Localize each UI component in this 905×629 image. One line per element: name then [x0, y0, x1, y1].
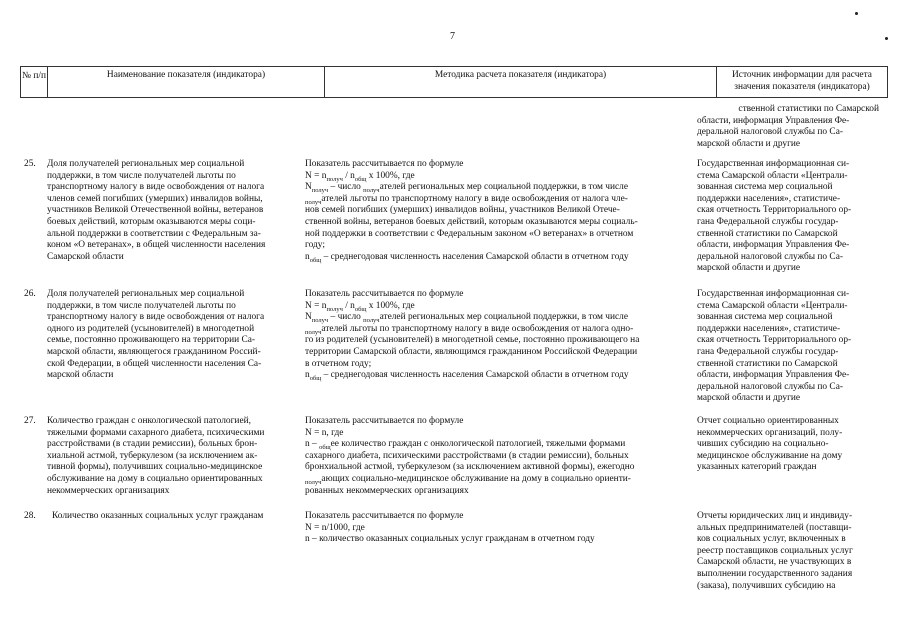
- row-name: Доля получателей региональных мер социальной поддержки, в том числе получателей льготы по транспортному налогу в виде освобождения от налога членов семей погибших (умерших) инвалидов войны, участников Великой Отечественной войны, ветеранов боевых действий, которым оказываются меры соци- альной поддержки в соответствии с Федеральным за- коном «О ветеранах», в общей численности населения Самарской области: [47, 159, 266, 262]
- header-num: № п/п: [21, 67, 48, 97]
- header-method: Методика расчета показателя (индикатора): [325, 67, 717, 97]
- header-source: Источник информации для расчета значения показателя (индикатора): [732, 70, 872, 92]
- row-method: Показатель рассчитывается по формуле $N = n_{получ} / n_{общ}$ x 100%, где $N_{получ}$ – число $_{получ}$ателей региональных мер социальной поддержки, в том числе $_{получ}$ателей льготы по транспортному налогу в виде освобождения от налога одно- го из родителей (усыновителей) в многодетной семье, постоянно проживающего на территории Самарской области, являющимся гражданином Российской Федерации в отчетном году; $n_{общ}$ – среднегодовая численность населения Самарской области в отчетном году: [305, 289, 640, 383]
- row-number: 28.: [24, 511, 36, 521]
- row-number: 25.: [24, 159, 36, 169]
- row-name: Количество граждан с онкологической патологией, тяжелыми формами сахарного диабета, психическими расстройствами (в стадии ремиссии), больных брон- хиальной астмой, туберкулезом (за исключением ак- тивной формы), получивших социально-медицинское обслуживание на дому в социально ориентированных некоммерческих организациях: [47, 416, 265, 496]
- table-header: [20, 66, 888, 98]
- scan-speck: [885, 37, 888, 40]
- row-name: Количество оказанных социальных услуг гражданам: [52, 511, 264, 521]
- scan-speck: [855, 12, 858, 15]
- row-source: Государственная информационная си- стема Самарской области «Централи- зованная система мер социальной поддержки населения», статистиче- ская отчетность Территориального ор- гана Федеральной службы государ- ственной статистики по Самарской области, информация Управления Фе- деральной налоговой службы по Са- марской области и другие: [697, 159, 852, 274]
- row-name: Доля получателей региональных мер социальной поддержки, в том числе получателей льготы по транспортному налогу в виде освобождения от налога одного из родителей (усыновителей) в многодетной семье, постоянно проживающего на территории Са- марской области, являющегося гражданином Россий- ской Федерации, в общей численности населения Са- марской области: [47, 289, 265, 381]
- page-number: 7: [450, 31, 455, 42]
- row-method: Показатель рассчитывается по формуле N = n, где n – $_{общ}$ее количество граждан с онкологической патологией, тяжелыми формами сахарного диабета, психическими расстройствами (в стадии ремиссии), больных бронхиальной астмой, туберкулезом (за исключением активной формы), ежегодно $_{получ}$ающих социально-медицинское обслуживание на дому в социально ориенти- рованных некоммерческих организациях: [305, 416, 635, 496]
- continuation-source: ственной статистики по Самарской области, информация Управления Фе- деральной налоговой службы по Са- марской области и другие: [697, 104, 879, 149]
- row-source: Отчеты юридических лиц и индивиду- альных предпринимателей (поставщи- ков социальных услуг, включенных в реестр поставщиков социальных услуг Самарской области, не участвующих в выполнении государственного задания (заказа), получивших субсидию на: [697, 511, 853, 591]
- row-number: 27.: [24, 416, 36, 426]
- header-name: Наименование показателя (индикатора): [48, 67, 325, 97]
- row-source: Государственная информационная си- стема Самарской области «Централи- зованная система мер социальной поддержки населения», статистиче- ская отчетность Территориального ор- гана Федеральной службы государ- ственной статистики по Самарской области, информация Управления Фе- деральной налоговой службы по Са- марской области и другие: [697, 289, 852, 404]
- row-method: Показатель рассчитывается по формуле $N = n_{получ} / n_{общ}$ x 100%, где $N_{получ}$ – число $_{получ}$ателей региональных мер социальной поддержки, в том числе $_{получ}$ателей льготы по транспортному налогу в виде освобождения от налога чле- нов семей погибших (умерших) инвалидов войны, участников Великой Отече- ственной войны, ветеранов боевых действий, которым оказываются меры социаль- ной поддержки в соответствии с Федеральным законом «О ветеранах» в отчетном году; $n_{общ}$ – среднегодовая численность населения Самарской области в отчетном году: [305, 159, 638, 264]
- row-source: Отчет социально ориентированных некоммерческих организаций, полу- чивших субсидию на социально- медицинское обслуживание на дому указанных категорий граждан: [697, 416, 843, 473]
- row-number: 26.: [24, 289, 36, 299]
- row-method: Показатель рассчитывается по формуле N = n/1000, где n – количество оказанных социальных услуг гражданам в отчетном году: [305, 511, 595, 545]
